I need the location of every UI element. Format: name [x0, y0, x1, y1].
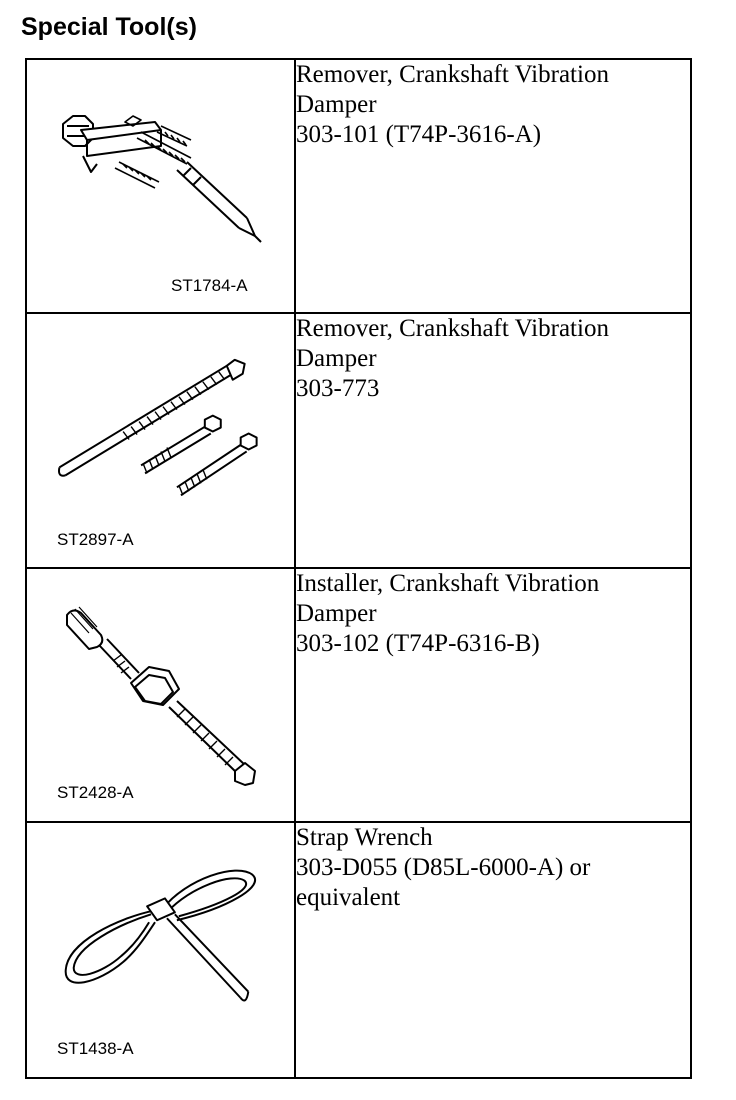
table-row	[26, 822, 691, 1078]
tool-note-line: equivalent	[296, 884, 401, 911]
tool-code: ST2897-A	[57, 530, 134, 549]
tool-image-cell	[26, 568, 295, 822]
tool-description-cell	[295, 568, 691, 822]
special-tools-table	[25, 58, 692, 1079]
tool-description-cell	[295, 822, 691, 1078]
tool-number-line: 303-102 (T74P-6316-B)	[296, 630, 540, 657]
tool-number-line: 303-773	[296, 375, 380, 402]
damper-remover-puller-illustration	[27, 60, 294, 312]
damper-remover-bolts-illustration	[27, 314, 294, 566]
tool-name-line: Damper	[296, 91, 377, 118]
tool-image-cell	[26, 59, 295, 313]
tool-name-line: Remover, Crankshaft Vibration	[296, 315, 609, 342]
tool-code: ST2428-A	[57, 783, 134, 802]
tool-number-line: 303-D055 (D85L-6000-A) or	[296, 854, 591, 881]
tool-name-line: Installer, Crankshaft Vibration	[296, 570, 600, 597]
tool-image-cell	[26, 313, 295, 568]
tool-code: ST1438-A	[57, 1039, 134, 1058]
tool-description-cell	[295, 59, 691, 313]
tool-name-line: Damper	[296, 600, 377, 627]
tool-description-cell	[295, 313, 691, 568]
tool-name-line: Damper	[296, 345, 377, 372]
table-row	[26, 59, 691, 313]
tool-image-cell	[26, 822, 295, 1078]
table-row	[26, 568, 691, 822]
tool-number-line: 303-101 (T74P-3616-A)	[296, 121, 542, 148]
table-row	[26, 313, 691, 568]
strap-wrench-illustration	[27, 823, 294, 1075]
page-title: Special Tool(s)	[21, 13, 197, 41]
tool-name-line: Strap Wrench	[296, 824, 433, 851]
tool-code: ST1784-A	[171, 276, 248, 295]
tool-name-line: Remover, Crankshaft Vibration	[296, 61, 609, 88]
